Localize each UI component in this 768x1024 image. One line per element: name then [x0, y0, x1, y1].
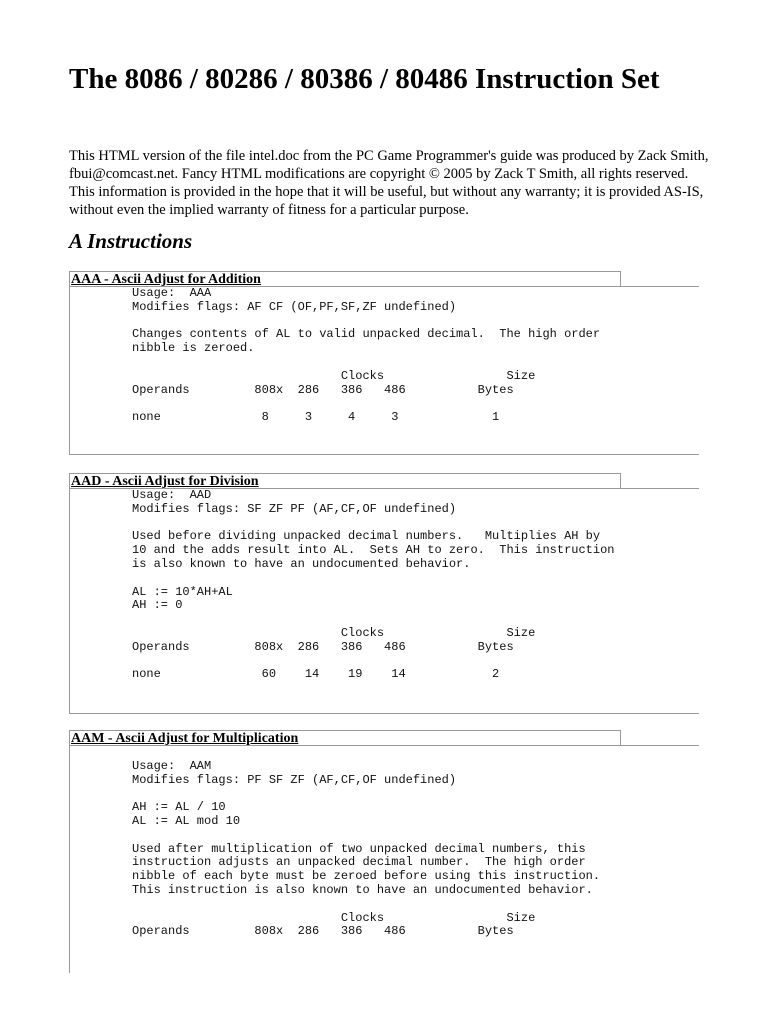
instruction-title: AAD - Ascii Adjust for Division — [71, 474, 259, 489]
instruction-block-aaa — [69, 271, 699, 455]
instruction-box — [69, 745, 699, 973]
instruction-title: AAA - Ascii Adjust for Addition — [71, 272, 261, 287]
instruction-body: Usage: AAM Modifies flags: PF SF ZF (AF,CF,OF undefined) AH := AL / 10 AL := AL mod 10 Used after multiplication of two unpacked decimal numbers, this instruction adjusts an unpacked decimal number. The high order nibble of each byte must be zeroed before using this instruction. This instruction is also known to have an undocumented behavior. Clocks Size Operands 808x 286 386 486 Bytes — [132, 758, 601, 939]
instruction-block-aam — [69, 730, 699, 973]
instruction-title: AAM - Ascii Adjust for Multiplication — [71, 731, 299, 746]
instruction-header — [69, 271, 621, 287]
instruction-body: Usage: AAD Modifies flags: SF ZF PF (AF,CF,OF undefined) Used before dividing unpacked decimal numbers. Multiplies AH by 10 and the adds result into AL. Sets AH to zero. This instruction is also known to have an undocumented behavior. AL := 10*AH+AL AH := 0 Clocks Size Operands 808x 286 386 486 Bytes none 60 14 19 14 2 — [132, 488, 615, 682]
page-title: The 8086 / 80286 / 80386 / 80486 Instruction Set — [69, 63, 660, 95]
section-heading: A Instructions — [69, 229, 193, 253]
instruction-header — [69, 730, 621, 746]
instruction-block-aad — [69, 473, 699, 714]
instruction-box — [69, 286, 699, 455]
intro-paragraph: This HTML version of the file intel.doc from the PC Game Programmer's guide was produced by Zack Smith, fbui@comcast.net. Fancy HTML modifications are copyright © 2005 by Zack T Smith, all rights reserved. This information is provided in the hope that it will be useful, but without any warranty; it is provided AS-IS, without even the implied warranty of fitness for a particular purpose. — [69, 148, 709, 218]
instruction-box — [69, 488, 699, 714]
instruction-body: Usage: AAA Modifies flags: AF CF (OF,PF,SF,ZF undefined) Changes contents of AL to valid unpacked decimal. The high order nibble is zeroed. Clocks Size Operands 808x 286 386 486 Bytes none 8 3 4 3 1 — [132, 286, 601, 425]
instruction-header — [69, 473, 621, 489]
